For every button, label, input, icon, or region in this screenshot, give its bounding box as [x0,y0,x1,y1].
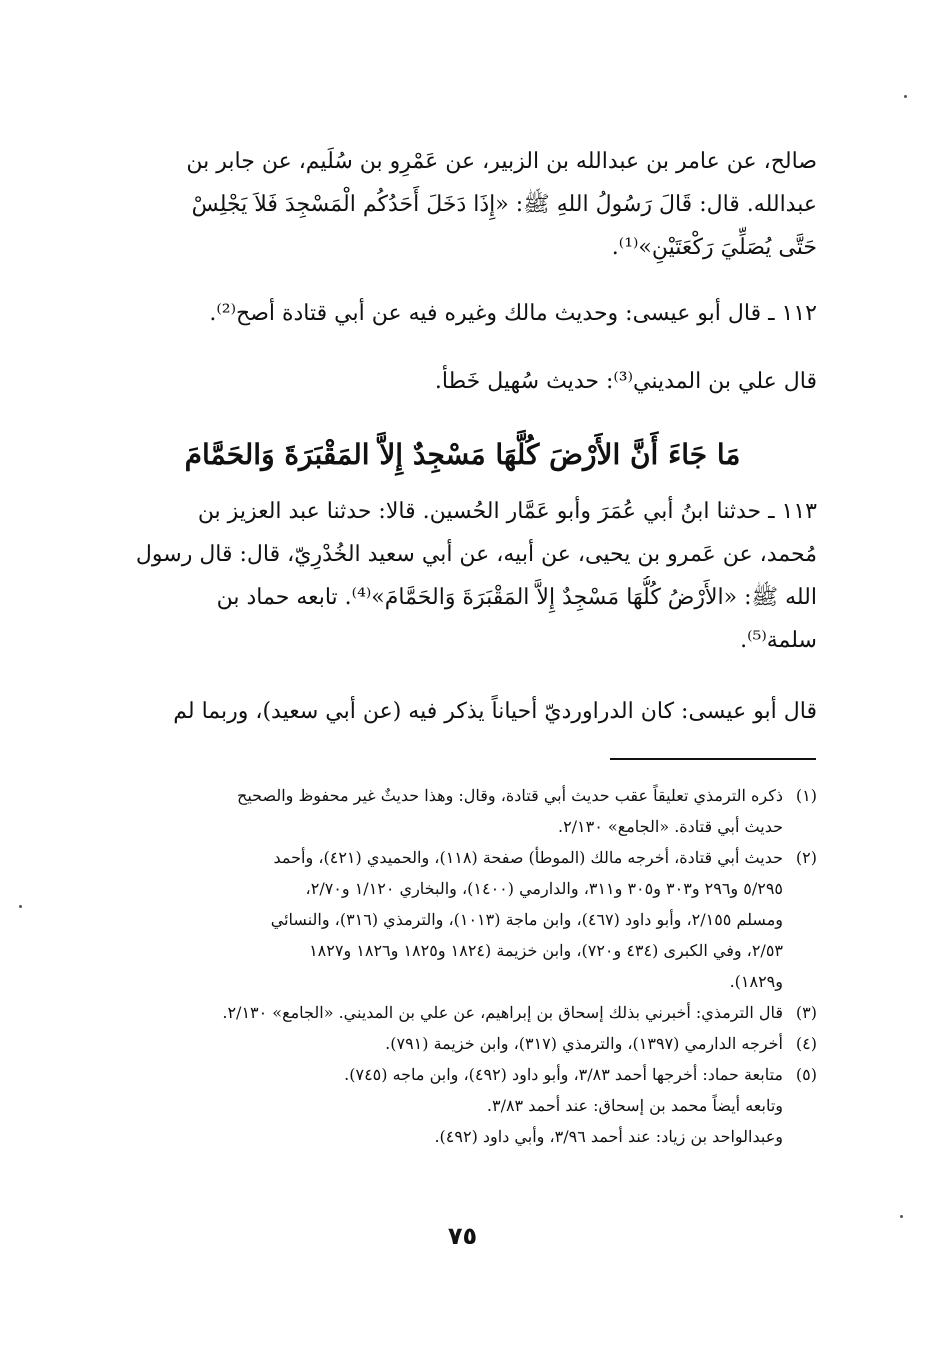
text-line: حَتَّى يُصَلِّيَ رَكْعَتَيْنِ»⁽¹⁾. [611,235,817,260]
chapter-heading: مَا جَاءَ أَنَّ الأَرْضَ كُلَّهَا مَسْجِدٌ إِلاَّ المَقْبَرَةَ وَالحَمَّامَ [184,438,741,471]
footnote-number: (٥) [795,1065,817,1084]
paragraph-ibn-madini [109,360,817,403]
footnote-first-line [274,848,817,867]
scan-speck [900,1215,903,1218]
paragraph-hadith-continuation [109,140,817,269]
text-line: ١١٢ ـ قال أبو عيسى: وحديث مالك وغيره فيه عن أبي قتادة أصح⁽²⁾. [209,301,817,326]
footnote-first-line [237,786,817,805]
text-line: قال علي بن المديني⁽³⁾: حديث سُهيل خَطأ. [434,369,817,394]
footnote-number: (١) [795,786,817,805]
footnote-5 [109,1059,817,1152]
footnote-text: ٥/٢٩٥ و٢٩٦ و٣٠٣ و٣٠٥ و٣١١، والدارمي (١٤٠٠)، والبخاري ١/١٢٠ و٢/٧٠، [305,879,783,898]
paragraph-abu-isa [109,690,817,733]
scan-speck [19,905,22,908]
footnote-2 [109,842,817,997]
footnote-text: متابعة حماد: أخرجها أحمد ٣/٨٣، وأبو داود (٤٩٢)، وابن ماجه (٧٤٥). [344,1065,783,1084]
page-number: ٧٥ [447,1222,478,1250]
text-line: سلمة⁽⁵⁾. [740,628,817,653]
text-line: قال أبو عيسى: كان الدراورديّ أحياناً يذكر فيه (عن أبي سعيد)، وربما لم [173,699,817,724]
text-line: ١١٣ ـ حدثنا ابنُ أبي عُمَرَ وأبو عَمَّار الحُسين. قالا: حدثنا عبد العزيز بن [197,499,817,524]
footnote-text: وتابعه أيضاً محمد بن إسحاق: عند أحمد ٣/٨٣. [486,1096,783,1115]
paragraph-112 [109,292,817,335]
footnote-number: (٢) [795,848,817,867]
footnote-first-line [222,1003,817,1022]
footnote-first-line [385,1034,817,1053]
paragraph-113 [109,490,817,662]
footnote-number: (٣) [795,1003,817,1022]
footnote-text: حديث أبي قتادة، أخرجه مالك (الموطأ) صفحة (١١٨)، والحميدي (٤٢١)، وأحمد [273,848,783,867]
footnote-4 [109,1028,817,1059]
text-line: صالح، عن عامر بن عبدالله بن الزبير، عن عَمْرِو بن سُلَيم، عن جابر بن [186,149,817,174]
footnote-text: ٢/٥٣، وفي الكبرى (٤٣٤ و٧٢٠)، وابن خزيمة (١٨٢٤ و١٨٢٥ و١٨٢٦ و١٨٢٧ [309,941,783,960]
footnote-text: قال الترمذي: أخبرني بذلك إسحاق بن إبراهيم، عن علي بن المديني. «الجامع» ٢/١٣٠. [222,1003,783,1022]
footnote-text: وعبدالواحد بن زياد: عند أحمد ٣/٩٦، وأبي داود (٤٩٢). [434,1127,783,1146]
footnote-number: (٤) [795,1034,817,1053]
footnote-text: ذكره الترمذي تعليقاً عقب حديث أبي قتادة، وقال: وهذا حديثٌ غير محفوظ والصحيح [237,786,783,805]
text-line: مُحمد، عن عَمرو بن يحيى، عن أبيه، عن أبي سعيد الخُدْرِيّ، قال: قال رسول [135,542,817,567]
text-line: الله ﷺ: «الأَرْضُ كُلُّهَا مَسْجِدٌ إِلاَّ المَقْبَرَةَ وَالحَمَّامَ»⁽⁴⁾. تابعه حماد بن [216,585,817,610]
text-line: عبدالله. قال: قَالَ رَسُولُ اللهِ ﷺ: «إِذَا دَخَلَ أَحَدُكُم الْمَسْجِدَ فَلاَ يَجْلِسْ [191,192,817,217]
footnote-3 [109,997,817,1028]
footnote-separator [610,758,816,760]
footnote-text: حديث أبي قتادة. «الجامع» ٢/١٣٠. [557,817,783,836]
footnote-text: و١٨٢٩). [729,972,783,991]
scan-speck [904,95,907,98]
footnotes [109,780,817,1152]
footnote-text: ومسلم ٢/١٥٥، وأبو داود (٤٦٧)، وابن ماجة (١٠١٣)، والترمذي (٣١٦)، والنسائي [270,910,783,929]
footnote-first-line [344,1065,817,1084]
footnote-1 [109,780,817,842]
footnote-text: أخرجه الدارمي (١٣٩٧)، والترمذي (٣١٧)، وابن خزيمة (٧٩١). [385,1034,783,1053]
